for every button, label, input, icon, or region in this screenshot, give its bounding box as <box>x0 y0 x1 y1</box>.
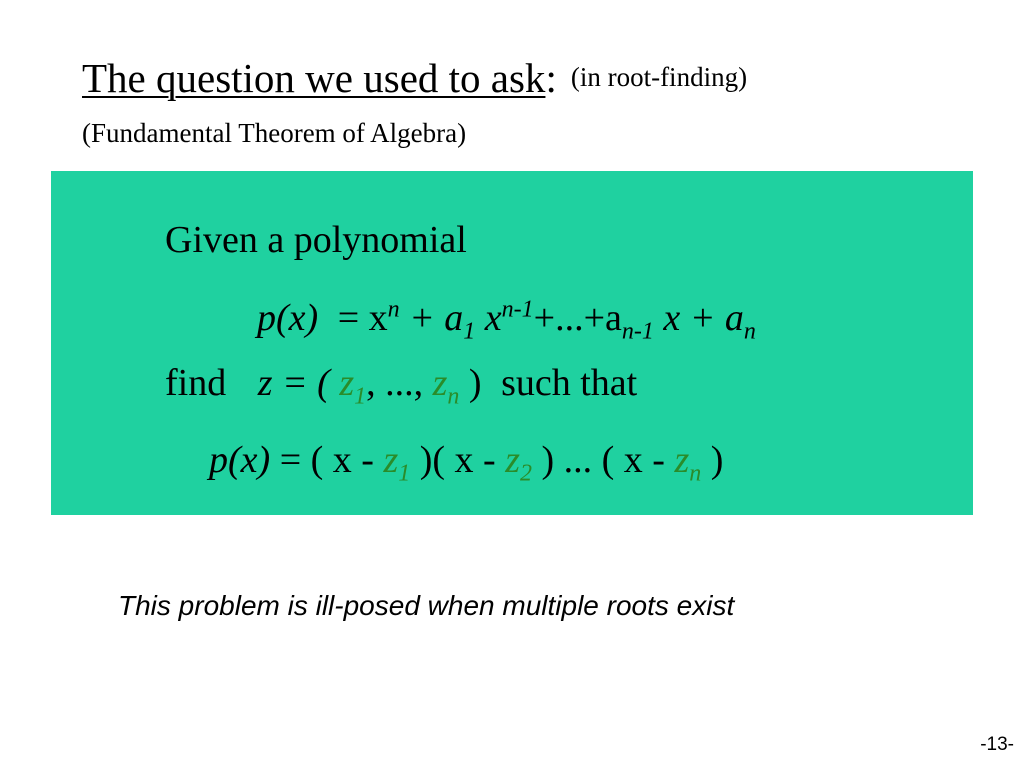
slide-title <box>82 55 748 101</box>
x-term: x <box>484 297 502 339</box>
eq-x: = x <box>337 297 388 339</box>
title-colon: : <box>545 55 557 101</box>
plus-a: + a <box>409 297 464 339</box>
title-text: The question we used to ask <box>82 55 546 101</box>
page-number: -13- <box>980 734 1014 755</box>
close: ) <box>710 439 724 481</box>
factor-zn: z <box>674 439 690 481</box>
mid2: ) ... ( x - <box>541 439 665 481</box>
factor-z1-sub: 1 <box>398 460 411 487</box>
plus-dots-a: +...+a <box>533 297 622 339</box>
close-paren: ) <box>468 362 482 404</box>
mid1: )( x - <box>419 439 496 481</box>
root-z1-sub: 1 <box>354 383 367 410</box>
sub-1: 1 <box>463 318 476 345</box>
p-of-x: p(x) <box>257 297 319 339</box>
sub-n: n <box>743 318 756 345</box>
eq-open: = ( x - <box>279 439 374 481</box>
ill-posed-note: This problem is ill-posed when multiple roots exist <box>118 590 735 621</box>
dots: , ..., <box>366 362 424 404</box>
exp-n: n <box>387 296 400 323</box>
title-note: (in root-finding) <box>570 62 748 92</box>
subtitle: (Fundamental Theorem of Algebra) <box>82 118 467 148</box>
sub-n-1: n-1 <box>621 318 654 345</box>
find-word: find <box>165 362 227 404</box>
root-zn: z <box>432 362 448 404</box>
root-z1: z <box>339 362 355 404</box>
factor-z2-sub: 2 <box>520 460 532 487</box>
find-line <box>165 362 638 410</box>
z-eq: z = ( <box>257 362 330 404</box>
theorem-panel <box>51 171 973 515</box>
exp-n-1: n-1 <box>501 296 534 323</box>
polynomial-equation <box>257 296 756 345</box>
such-that: such that <box>501 362 638 404</box>
factor-zn-sub: n <box>689 460 702 487</box>
factor-z2: z <box>505 439 520 481</box>
factored-equation <box>209 439 724 487</box>
x-plus-a: x + a <box>663 297 744 339</box>
given-line: Given a polynomial <box>165 219 467 261</box>
factor-z1: z <box>383 439 399 481</box>
root-zn-sub: n <box>447 383 460 410</box>
p-of-x-2: p(x) <box>209 439 271 481</box>
